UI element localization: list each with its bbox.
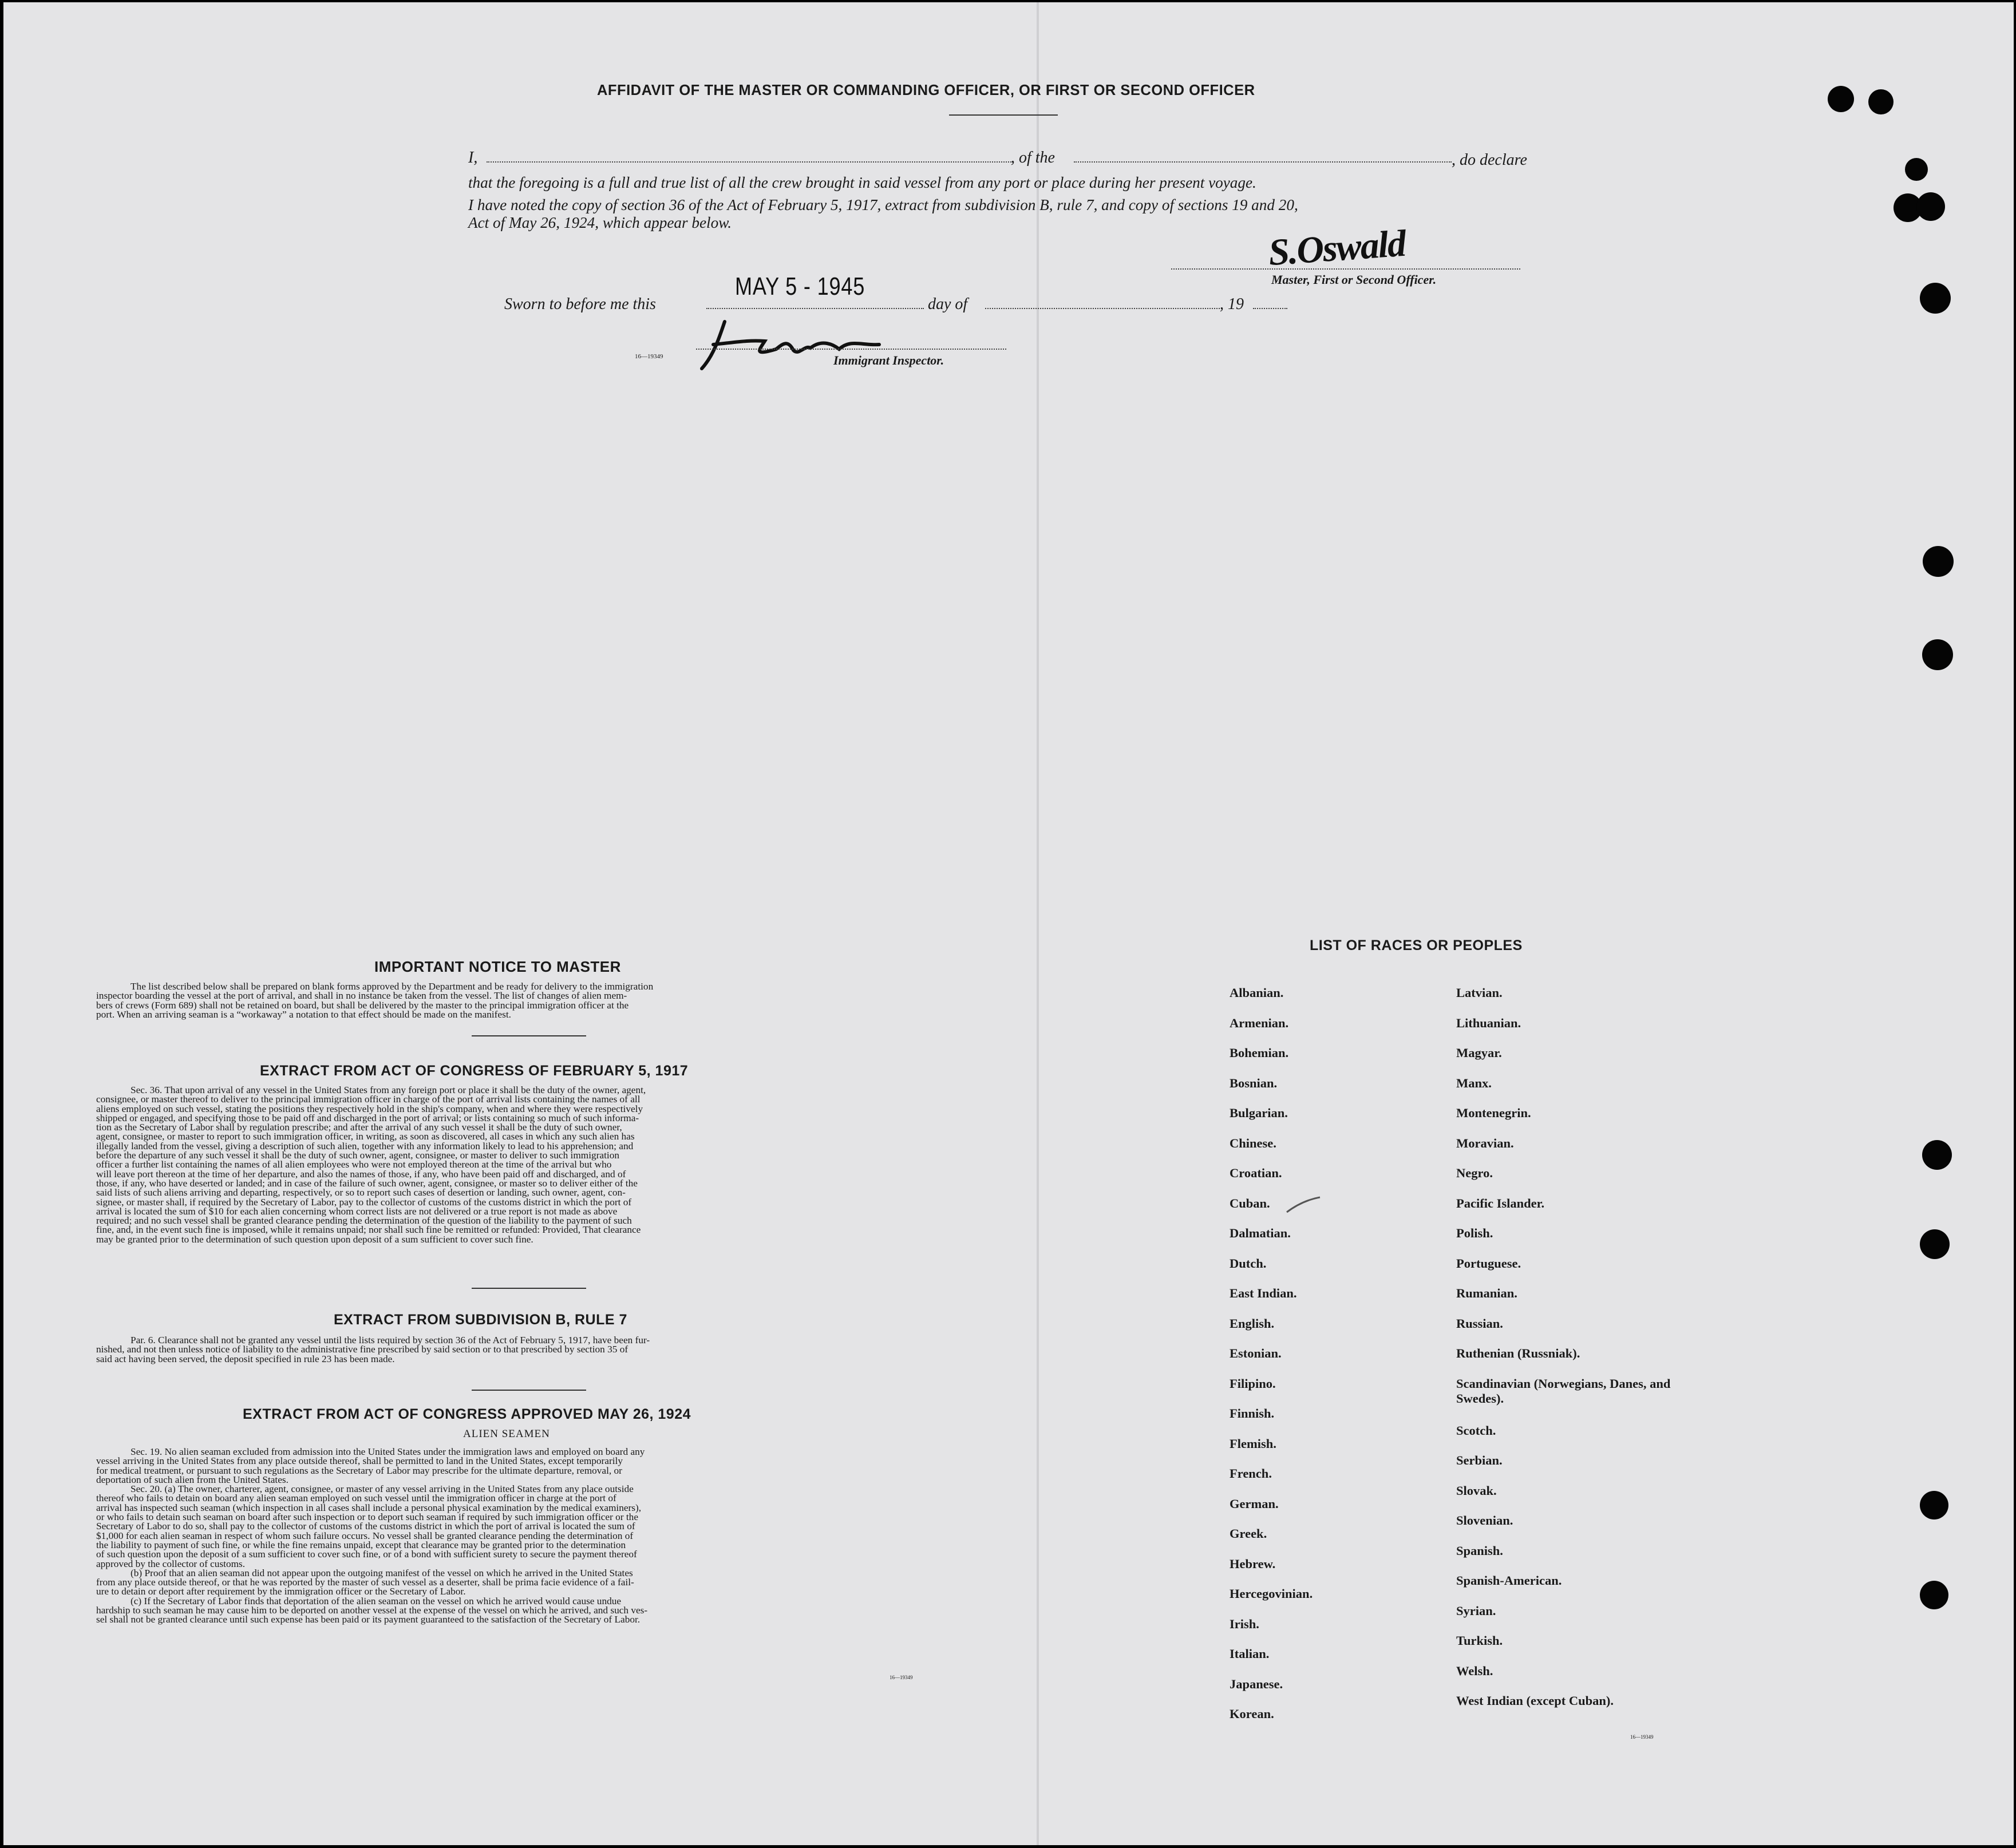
day-of-label: day of	[928, 295, 968, 313]
extract-1917-line: agent, consignee, or master to report to such immigration officer, in writing, as soon as discovered, all cases in which any such alien has	[96, 1131, 635, 1142]
extract-1924-line: hardship to such seaman he may cause him to be deported on another vessel at the expense of the vessel on which he arrived, and such ves-	[96, 1605, 648, 1616]
extract-1924-line: vessel arriving in the United States from any place outside thereof, shall be permitted to land in the United States, except temporarily	[96, 1455, 623, 1467]
year-label: , 19	[1220, 295, 1244, 313]
race-item: German.	[1230, 1496, 1279, 1511]
race-item: Chinese.	[1230, 1135, 1276, 1150]
race-item: Montenegrin.	[1456, 1106, 1531, 1120]
extract-1924-line: or who fails to detain such seaman on board after such inspection or to deport such seaman if required by such immigration officer or the	[96, 1511, 638, 1523]
race-item: Italian.	[1230, 1647, 1270, 1661]
race-item: Syrian.	[1456, 1603, 1496, 1618]
race-item: Korean.	[1230, 1707, 1274, 1721]
affidavit-line2: that the foregoing is a full and true list of all the crew brought in said vessel from any port or place during her present voyage.	[468, 174, 1256, 191]
master-caption: Master, First or Second Officer.	[1271, 272, 1437, 287]
rule7-title: EXTRACT FROM SUBDIVISION B, RULE 7	[334, 1312, 627, 1328]
notice-line-4: port. When an arriving seaman is a “workaway” a notation to that effect should be made on the manifest.	[96, 1008, 511, 1020]
race-item: Russian.	[1456, 1316, 1503, 1331]
extract-1917-line: shipped or engaged, and specifying those to be paid off and discharged in the port of arrival; or lists containing so much of such informa-	[96, 1112, 639, 1123]
punch-hole	[1828, 86, 1854, 112]
race-item: Armenian.	[1230, 1015, 1289, 1030]
extract-1924-subtitle: ALIEN SEAMEN	[463, 1428, 550, 1440]
race-item: Dutch.	[1230, 1256, 1267, 1271]
month-field[interactable]	[985, 308, 1220, 309]
inspector-caption: Immigrant Inspector.	[833, 353, 944, 367]
divider	[472, 1035, 586, 1036]
race-item: Turkish.	[1456, 1633, 1503, 1648]
rule7-line: said act having been served, the deposit specified in rule 23 has been made.	[96, 1353, 395, 1364]
race-item: Welsh.	[1456, 1663, 1493, 1678]
master-signature: S.Oswald	[1267, 222, 1407, 274]
races-title: LIST OF RACES OR PEOPLES	[1310, 937, 1523, 953]
extract-1924-line: the liability to payment of such fine, or while the fine remains unpaid, except that clearance may be granted prior to the determination	[96, 1539, 626, 1550]
race-item: Scotch.	[1456, 1423, 1496, 1438]
race-item: Serbian.	[1456, 1453, 1503, 1467]
extract-1924-line: arrival has inspected such seaman (which inspection in all cases shall include a personal physical examination by the medical examiners),	[96, 1502, 642, 1513]
extract-1924-line: thereof who fails to detain on board any alien seaman employed on such vessel until the immigration officer in charge at the port of	[96, 1493, 616, 1504]
punch-hole	[1922, 1140, 1952, 1170]
extract-1924-line: $1,000 for each alien seaman in respect of whom such failure occurs. No vessel shall be granted clearance pending the determination of	[96, 1530, 634, 1541]
inspector-form-number: 16—19349	[635, 353, 663, 360]
race-item: Ruthenian (Russniak).	[1456, 1346, 1580, 1360]
extract-1924-line: (b) Proof that an alien seaman did not appear upon the outgoing manifest of the vessel on which he arrived in the United States	[131, 1567, 633, 1578]
divider	[472, 1390, 586, 1391]
races-right-column	[1456, 986, 1719, 1724]
extract-1917-line: said lists of such aliens arriving and departing, respectively, or so to report such cases of desertion or landing, such owner, agent, con-	[96, 1187, 626, 1198]
races-left-column	[1230, 986, 1436, 1737]
race-item: Slovenian.	[1456, 1513, 1513, 1528]
notice-line-1: The list described below shall be prepared on blank forms approved by the Department and be ready for delivery to the immigration	[131, 981, 654, 992]
race-item: Portuguese.	[1456, 1256, 1521, 1271]
extract-1924-line: for medical treatment, or pursuant to such regulations as the Secretary of Labor may prescribe for the ultimate departure, removal, or	[96, 1465, 622, 1476]
race-item: West Indian (except Cuban).	[1456, 1693, 1614, 1708]
check-mark	[1284, 1195, 1325, 1218]
race-item: Japanese.	[1230, 1676, 1283, 1691]
extract-1917-text	[96, 1086, 949, 1244]
race-item: French.	[1230, 1466, 1272, 1481]
extract-1924-line: deportation of such alien from the United States.	[96, 1474, 288, 1485]
race-item: Moravian.	[1456, 1135, 1514, 1150]
race-item: Spanish-American.	[1456, 1573, 1562, 1588]
extract-1924-line: from any place outside thereof, or that he was reported by the master of such vessel as a deserter, shall be prima facie evidence of a fail-	[96, 1577, 634, 1588]
notice-title: IMPORTANT NOTICE TO MASTER	[374, 958, 621, 975]
sworn-day-field[interactable]	[706, 308, 924, 309]
name-field[interactable]	[487, 161, 1013, 163]
race-item: Finnish.	[1230, 1406, 1275, 1420]
race-item: English.	[1230, 1316, 1275, 1331]
punch-hole	[1923, 546, 1954, 577]
race-item: Lithuanian.	[1456, 1015, 1521, 1030]
extract-1924-line: sel shall not be granted clearance until such expense has been paid or its payment guaranteed to the satisfaction of the Secretary of Labor.	[96, 1614, 641, 1625]
extract-1917-title: EXTRACT FROM ACT OF CONGRESS OF FEBRUARY 5, 1917	[260, 1063, 689, 1079]
extract-1917-line: before the departure of any such vessel it shall be the duty of such owner, agent, consignee, or master to deliver to such immigration	[96, 1150, 619, 1161]
rule7-line: nished, and not then unless notice of liability to the administrative fine prescribed by said section or to that prescribed by section 35 of	[96, 1344, 628, 1355]
race-item: Polish.	[1456, 1226, 1493, 1240]
extract-1924-line: Secretary of Labor to do so, shall pay to the collector of customs of the customs district in which the port of arrival is located the sum of	[96, 1521, 635, 1532]
race-item: Cuban.	[1230, 1196, 1270, 1210]
extract-1917-line: arrival is located the sum of $10 for each alien concerning whom correct lists are not delivered or a true report is not made as above	[96, 1205, 618, 1217]
sworn-label: Sworn to before me this	[504, 295, 656, 313]
affidavit-declare-label: , do declare	[1452, 151, 1527, 169]
punch-hole	[1920, 1581, 1948, 1609]
extract-1924-title: EXTRACT FROM ACT OF CONGRESS APPROVED MAY 26, 1924	[243, 1406, 691, 1422]
race-item: Irish.	[1230, 1616, 1259, 1631]
notice-text	[96, 982, 949, 1019]
punch-hole	[1905, 158, 1928, 181]
extract-1924-text	[96, 1447, 949, 1625]
race-item: Hebrew.	[1230, 1556, 1276, 1571]
race-item: East Indian.	[1230, 1286, 1297, 1300]
extract-1917-line: those, if any, who have deserted or landed; and in case of the failure of such owner, agent, consignee, or master so to deliver either of the	[96, 1177, 638, 1189]
extract-1924-line: of such question upon the deposit of a sum sufficient to cover such fine, or of a bond with sufficient surety to secure the payment thereof	[96, 1549, 637, 1560]
punch-hole	[1922, 639, 1953, 670]
extract-1917-line: required; and no such vessel shall be granted clearance pending the determination of the question of the liability to the payment of such	[96, 1215, 632, 1226]
race-item: Croatian.	[1230, 1166, 1282, 1180]
extract-1924-line: approved by the collector of customs.	[96, 1558, 246, 1569]
race-item: Bulgarian.	[1230, 1106, 1288, 1120]
document-page	[3, 2, 2014, 1845]
year-field[interactable]	[1253, 308, 1287, 309]
extract-1924-line: ure to detain or deport after requirement by the immigration officer or the Secretary of Labor.	[96, 1586, 466, 1597]
affidavit-i-label: I,	[468, 149, 478, 167]
race-item: Spanish.	[1456, 1543, 1503, 1558]
punch-hole	[1868, 89, 1894, 114]
affidavit-of-label: , of the	[1011, 149, 1055, 167]
race-item: Dalmatian.	[1230, 1226, 1291, 1240]
race-item: Flemish.	[1230, 1436, 1276, 1451]
race-item: Bosnian.	[1230, 1075, 1278, 1090]
extract-1917-line: tion as the Secretary of Labor shall by regulation prescribe; and after the arrival of any such vessel it shall be the duty of such owner,	[96, 1122, 622, 1133]
extract-1917-line: will leave port thereon at the time of her departure, and also the names of those, if any, who have been paid off and discharged, and of	[96, 1168, 626, 1180]
form-number: 16—19349	[890, 1675, 913, 1680]
race-item: Slovak.	[1456, 1483, 1497, 1498]
page-fold	[1037, 2, 1039, 1845]
title-rule	[949, 114, 1058, 116]
extract-1917-line: illegally landed from the vessel, giving a description of such alien, together with any information likely to lead to his apprehension; and	[96, 1140, 634, 1151]
divider	[472, 1288, 586, 1289]
punch-hole	[1920, 1491, 1948, 1519]
notice-line-3: bers of crews (Form 689) shall not be retained on board, but shall be delivered by the master to the principal immigration officer at the	[96, 999, 629, 1011]
race-item: Filipino.	[1230, 1376, 1276, 1391]
extract-1917-line: consignee, or master thereof to deliver to the principal immigration officer in charge of the port of arrival lists containing the names of all	[96, 1094, 641, 1105]
extract-1917-line: officer a further list containing the names of all alien employees who were not employed thereon at the time of the arrival but who	[96, 1159, 612, 1170]
race-item: Scandinavian (Norwegians, Danes, and Swedes).	[1456, 1376, 1671, 1406]
affidavit-line3: I have noted the copy of section 36 of the Act of February 5, 1917, extract from subdivision B, rule 7, and copy of sections 19 and 20,	[468, 196, 1298, 213]
extract-1917-line: signee, or master shall, if required by the Secretary of Labor, pay to the collector of customs of the customs district in which the port of	[96, 1196, 632, 1208]
notice-line-2: inspector boarding the vessel at the port of arrival, and shall in no instance be taken from the vessel. The list of changes of alien mem-	[96, 990, 627, 1002]
race-item: Latvian.	[1456, 986, 1503, 1000]
race-item: Estonian.	[1230, 1346, 1282, 1360]
race-item: Negro.	[1456, 1166, 1493, 1180]
affidavit-title: AFFIDAVIT OF THE MASTER OR COMMANDING OFFICER, OR FIRST OR SECOND OFFICER	[597, 82, 1255, 98]
vessel-field[interactable]	[1074, 161, 1452, 163]
inspector-signature-line	[696, 349, 1006, 350]
race-item: Pacific Islander.	[1456, 1196, 1545, 1210]
race-item: Bohemian.	[1230, 1046, 1289, 1060]
race-item: Manx.	[1456, 1075, 1492, 1090]
race-item: Greek.	[1230, 1526, 1267, 1541]
rule7-text	[96, 1336, 949, 1364]
extract-1917-line: aliens employed on such vessel, stating the positions they respectively hold in the ship's company, when and where they were respectively	[96, 1103, 643, 1114]
rule7-line: Par. 6. Clearance shall not be granted any vessel until the lists required by section 36 of the Act of February 5, 1917, have been fur-	[131, 1335, 650, 1346]
race-item: Rumanian.	[1456, 1286, 1517, 1300]
race-item: Magyar.	[1456, 1046, 1502, 1060]
race-item: Albanian.	[1230, 986, 1284, 1000]
races-form-number: 16—19349	[1630, 1734, 1654, 1740]
race-item: Hercegovinian.	[1230, 1586, 1313, 1601]
punch-hole	[1920, 283, 1951, 314]
extract-1924-line: Sec. 20. (a) The owner, charterer, agent, consignee, or master of any vessel arriving in the United States from any place outside	[131, 1483, 634, 1495]
extract-1917-line: fine, and, in the event such fine is imposed, while it remains unpaid; nor shall such fine be remitted or refunded: Provided, That clearance	[96, 1224, 641, 1236]
extract-1917-line: may be granted prior to the determination of such question upon deposit of a sum sufficient to cover such fine.	[96, 1233, 533, 1245]
extract-1917-line: Sec. 36. That upon arrival of any vessel in the United States from any foreign port or place it shall be the duty of the owner, agent,	[131, 1085, 646, 1095]
extract-1924-line: Sec. 19. No alien seaman excluded from admission into the United States under the immigration laws and employed on board any	[131, 1446, 645, 1457]
affidavit-line4: Act of May 26, 1924, which appear below.	[468, 214, 732, 231]
punch-hole	[1920, 1229, 1950, 1259]
date-stamp: MAY 5 - 1945	[735, 272, 865, 300]
extract-1924-line: (c) If the Secretary of Labor finds that deportation of the alien seaman on the vessel on which he arrived would cause undue	[131, 1595, 622, 1606]
punch-hole	[1916, 192, 1945, 221]
